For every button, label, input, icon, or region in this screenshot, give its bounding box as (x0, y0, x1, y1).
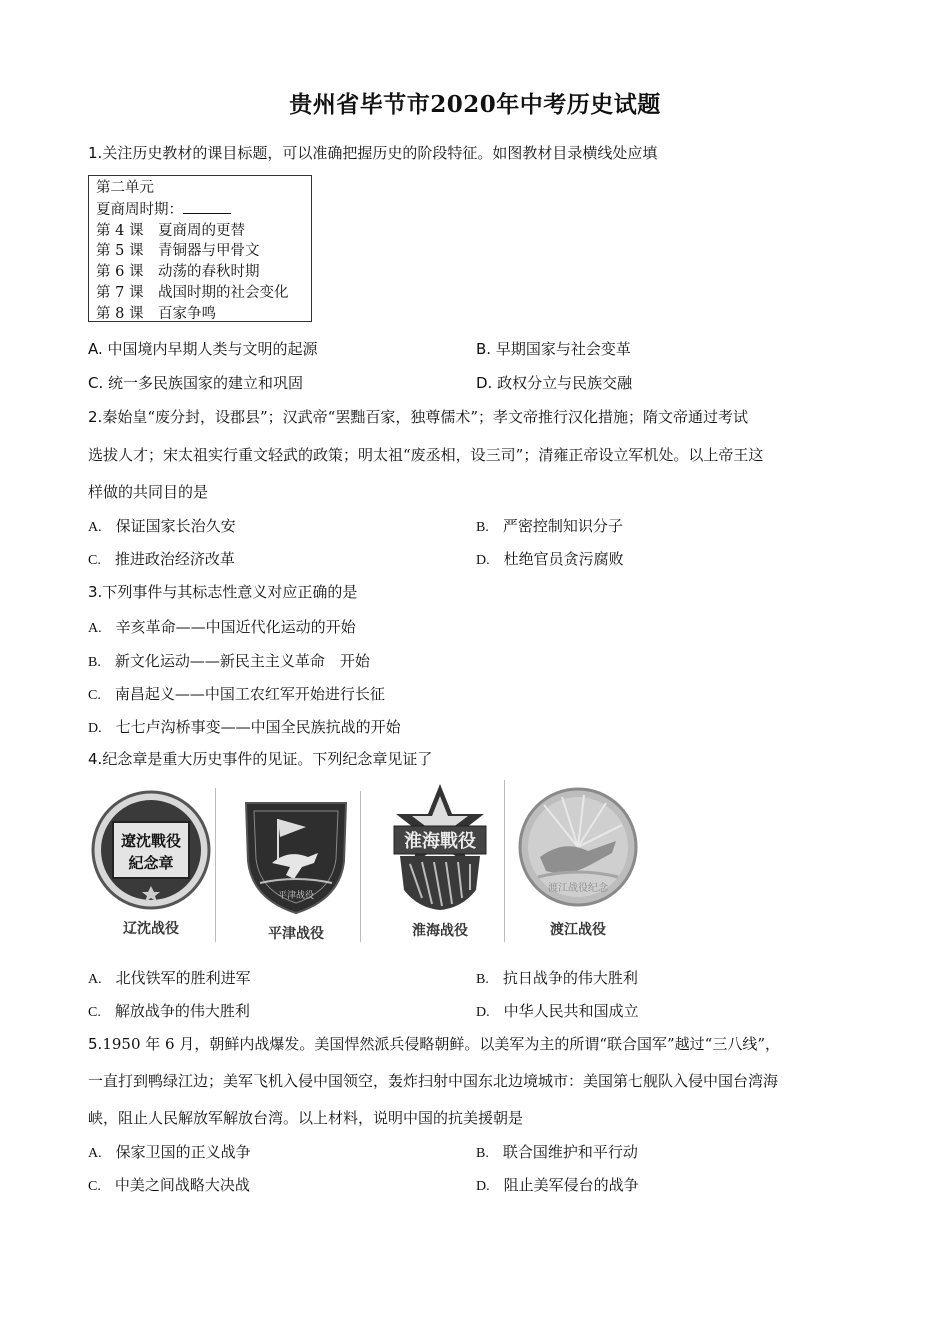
toc-line: 第 6 课 动荡的春秋时期 (96, 264, 260, 281)
option-c[interactable]: C. 解放战争的伟大胜利 (88, 1002, 250, 1020)
medal-caption: 淮海战役 (412, 923, 468, 939)
svg-text:遼沈戰役: 遼沈戰役 (120, 832, 182, 850)
huaihai-medal-image (376, 780, 504, 915)
option-a[interactable]: A. 北伐铁军的胜利进军 (88, 969, 251, 987)
option-a[interactable]: A. 辛亥革命——中国近代化运动的开始 (88, 618, 356, 636)
page-title: 贵州省毕节市2020年中考历史试题 (289, 91, 661, 118)
option-d[interactable]: D. 阻止美军侵台的战争 (476, 1176, 639, 1194)
medal-dujiang (518, 785, 638, 942)
toc-line-with-blank: 夏商周时期： (96, 199, 311, 221)
question-1 (88, 143, 657, 163)
option-d[interactable]: D. 政权分立与民族交融 (476, 374, 633, 392)
option-a[interactable]: A. 保家卫国的正义战争 (88, 1143, 251, 1161)
toc-line: 第 8 课 百家争鸣 (96, 305, 216, 322)
option-c[interactable]: C. 南昌起义——中国工农红军开始进行长征 (88, 685, 385, 703)
option-c[interactable]: C. 推进政治经济改革 (88, 550, 235, 568)
question-text: 关注历史教材的课目标题，可以准确把握历史的阶段特征。如图教材目录横线处应填 (102, 144, 658, 162)
medal-caption: 辽沈战役 (123, 921, 179, 937)
option-d[interactable]: D. 杜绝官员贪污腐败 (476, 550, 624, 568)
question-4: 4.纪念章是重大历史事件的见证。下列纪念章见证了 (88, 750, 433, 768)
question-5-line: 一直打到鸭绿江边；美军飞机入侵中国领空，轰炸扫射中国东北边境城市：美国第七舰队入侵中国台湾海 (88, 1072, 779, 1090)
liaoshen-medal-image (87, 788, 215, 913)
question-2-line: 选拔人才；宋太祖实行重文轻武的政策；明太祖“废丞相，设三司”；清雍正帝设立军机处。以上帝王这 (88, 446, 764, 464)
option-a[interactable]: A. 保证国家长治久安 (88, 517, 236, 535)
pingjin-medal-image (232, 791, 360, 916)
option-d[interactable]: D. 七七卢沟桥事变——中国全民族抗战的开始 (88, 718, 401, 736)
medal-pingjin (232, 791, 361, 942)
toc-line: 第 5 课 青铜器与甲骨文 (96, 243, 260, 260)
toc-line: 第 7 课 战国时期的社会变化 (96, 284, 289, 301)
toc-line: 第 4 课 夏商周的更替 (96, 222, 245, 239)
option-b[interactable]: B. 严密控制知识分子 (476, 517, 623, 535)
option-c[interactable]: C. 中美之间战略大决战 (88, 1176, 250, 1194)
question-5-line: 峡，阻止人民解放军解放台湾。以上材料，说明中国的抗美援朝是 (88, 1109, 524, 1127)
medal-caption: 渡江战役 (550, 922, 606, 938)
svg-text:紀念章: 紀念章 (128, 854, 174, 872)
medal-caption: 平津战役 (268, 926, 324, 942)
dujiang-medal-image (518, 785, 638, 915)
svg-text:平津战役: 平津战役 (277, 891, 315, 901)
question-2-line: 样做的共同目的是 (88, 483, 209, 501)
option-b[interactable]: B. 联合国维护和平行动 (476, 1143, 638, 1161)
question-3: 3.下列事件与其标志性意义对应正确的是 (88, 583, 358, 601)
option-a[interactable]: A. 中国境内早期人类与文明的起源 (88, 340, 318, 358)
svg-text:渡江战役纪念: 渡江战役纪念 (548, 883, 608, 894)
toc-line: 第二单元 (96, 180, 154, 196)
option-c[interactable]: C. 统一多民族国家的建立和巩固 (88, 374, 304, 392)
option-b[interactable]: B. 早期国家与社会变革 (476, 340, 631, 358)
option-b[interactable]: B. 新文化运动——新民主主义革命 开始 (88, 652, 370, 670)
medal-huaihai (376, 780, 505, 942)
option-b[interactable]: B. 抗日战争的伟大胜利 (476, 969, 638, 987)
option-d[interactable]: D. 中华人民共和国成立 (476, 1002, 639, 1020)
question-number: 1. (88, 144, 103, 162)
question-5: 5.1950 年 6 月，朝鲜内战爆发。美国悍然派兵侵略朝鲜。以美军为主的所谓“联合国军”越过“三八线”， (88, 1035, 781, 1053)
medal-liaoshen (87, 788, 216, 942)
textbook-toc (88, 175, 312, 322)
svg-text:淮海戰役: 淮海戰役 (404, 831, 476, 852)
answer-blank (183, 199, 231, 214)
question-2: 2.秦始皇“废分封，设郡县”；汉武帝“罢黜百家，独尊儒术”；孝文帝推行汉化措施；隋文帝通过考试 (88, 408, 748, 426)
